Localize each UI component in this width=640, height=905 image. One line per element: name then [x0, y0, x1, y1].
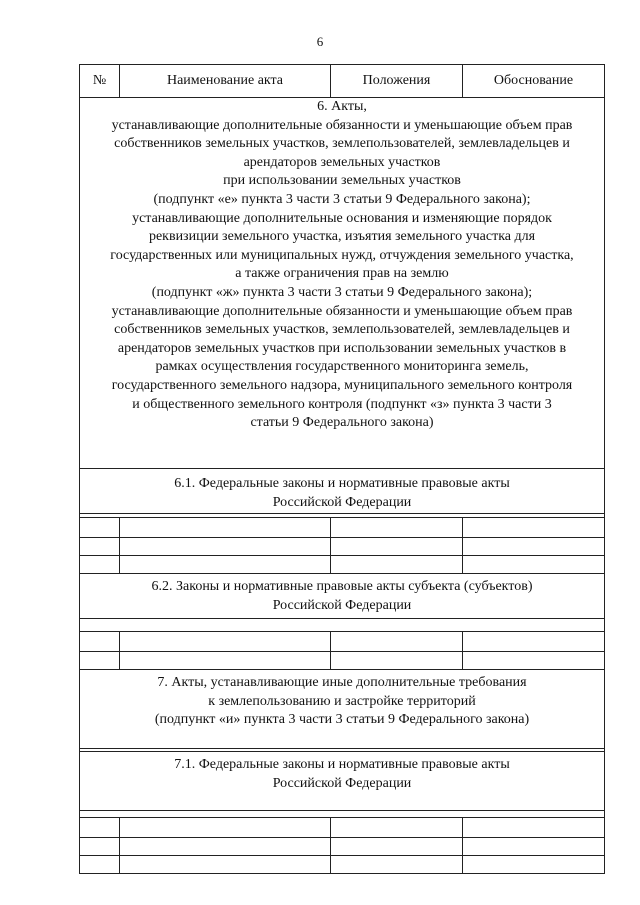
empty-table-row	[80, 652, 605, 670]
col-header-justification: Обоснование	[463, 65, 605, 98]
section-7-1-row	[80, 752, 605, 811]
spacer-cell	[80, 619, 605, 632]
section-6-2-line: 6.2. Законы и нормативные правовые акты субъекта (субъектов)	[151, 579, 533, 594]
empty-cell	[331, 538, 463, 556]
section-6-line: устанавливающие дополнительные обязанности и уменьшающие объем прав	[111, 303, 573, 319]
section-6-line: рамках осуществления государственного мониторинга земель,	[155, 359, 529, 375]
empty-cell	[120, 838, 331, 856]
spacer-row	[80, 619, 605, 632]
empty-cell	[463, 856, 605, 874]
empty-table-row	[80, 838, 605, 856]
empty-cell	[120, 556, 331, 574]
empty-table-row	[80, 818, 605, 838]
empty-table-row	[80, 556, 605, 574]
section-6-row	[80, 98, 605, 469]
empty-cell	[463, 652, 605, 670]
section-7-line: 7. Акты, устанавливающие иные дополнительные требования	[157, 675, 527, 690]
spacer-cell	[80, 811, 605, 818]
empty-cell	[463, 556, 605, 574]
empty-cell	[80, 538, 120, 556]
acts-table	[79, 64, 605, 874]
section-7-1-line: 7.1. Федеральные законы и нормативные правовые акты	[174, 757, 510, 772]
empty-cell	[120, 632, 331, 652]
empty-cell	[463, 818, 605, 838]
empty-cell	[331, 556, 463, 574]
empty-cell	[120, 538, 331, 556]
section-6-line: (подпункт «ж» пункта 3 части 3 статьи 9 Федерального закона);	[151, 284, 533, 300]
empty-table-row	[80, 856, 605, 874]
section-7-line: (подпункт «и» пункта 3 части 3 статьи 9 Федерального закона)	[154, 712, 530, 728]
empty-cell	[331, 518, 463, 538]
empty-cell	[463, 632, 605, 652]
section-6-1-line: Российской Федерации	[272, 494, 412, 510]
table-header-row	[80, 65, 605, 98]
page-number: 6	[316, 34, 324, 49]
section-6-1-heading	[80, 469, 605, 514]
col-header-act-name: Наименование акта	[120, 65, 331, 98]
section-6-line: арендаторов земельных участков при использовании земельных участков в	[117, 340, 567, 356]
empty-cell	[463, 538, 605, 556]
empty-cell	[463, 518, 605, 538]
empty-cell	[80, 856, 120, 874]
section-6-line: собственников земельных участков, землепользователей, землевладельцев и	[114, 136, 570, 152]
empty-cell	[80, 556, 120, 574]
section-6-heading	[80, 98, 605, 469]
section-6-line: и общественного земельного контроля (подпункт «з» пункта 3 части 3	[132, 396, 552, 412]
empty-table-row	[80, 632, 605, 652]
empty-cell	[120, 518, 331, 538]
section-6-line: реквизиции земельного участка, изъятия земельного участка для	[148, 229, 536, 245]
section-6-1-line: 6.1. Федеральные законы и нормативные правовые акты	[174, 476, 510, 491]
section-6-line: государственного земельного надзора, муниципального земельного контроля	[111, 377, 573, 393]
section-6-line: 6. Акты,	[317, 99, 367, 114]
section-6-2-row	[80, 574, 605, 619]
empty-cell	[80, 632, 120, 652]
section-6-line: арендаторов земельных участков	[243, 154, 441, 170]
empty-cell	[331, 818, 463, 838]
empty-cell	[120, 818, 331, 838]
section-7-line: к землепользованию и застройке территорий	[208, 693, 476, 709]
empty-cell	[331, 652, 463, 670]
section-6-2-heading	[80, 574, 605, 619]
empty-cell	[463, 838, 605, 856]
section-6-1-row	[80, 469, 605, 514]
section-6-line: устанавливающие дополнительные обязанности и уменьшающие объем прав	[111, 117, 573, 133]
section-6-line: а также ограничения прав на землю	[235, 266, 449, 282]
empty-table-row	[80, 538, 605, 556]
empty-cell	[120, 652, 331, 670]
section-6-line: статьи 9 Федерального закона)	[250, 415, 434, 431]
section-7-heading	[80, 670, 605, 749]
empty-cell	[120, 856, 331, 874]
empty-cell	[331, 632, 463, 652]
empty-cell	[80, 652, 120, 670]
empty-cell	[331, 856, 463, 874]
section-6-line: собственников земельных участков, землепользователей, землевладельцев и	[114, 322, 570, 338]
empty-table-row	[80, 518, 605, 538]
empty-cell	[80, 838, 120, 856]
section-7-1-heading	[80, 752, 605, 811]
section-6-line: при использовании земельных участков	[223, 173, 461, 189]
spacer-row	[80, 811, 605, 818]
section-7-row	[80, 670, 605, 749]
empty-cell	[80, 518, 120, 538]
empty-cell	[80, 818, 120, 838]
col-header-provisions: Положения	[331, 65, 463, 98]
col-header-number: №	[80, 65, 120, 98]
section-6-line: (подпункт «е» пункта 3 части 3 статьи 9 Федерального закона);	[153, 191, 531, 207]
section-7-1-line: Российской Федерации	[272, 775, 412, 791]
empty-cell	[331, 838, 463, 856]
section-6-line: устанавливающие дополнительные основания и изменяющие порядок	[132, 210, 552, 226]
section-6-line: государственных или муниципальных нужд, отчуждения земельного участка,	[110, 247, 574, 263]
section-6-2-line: Российской Федерации	[272, 597, 412, 613]
